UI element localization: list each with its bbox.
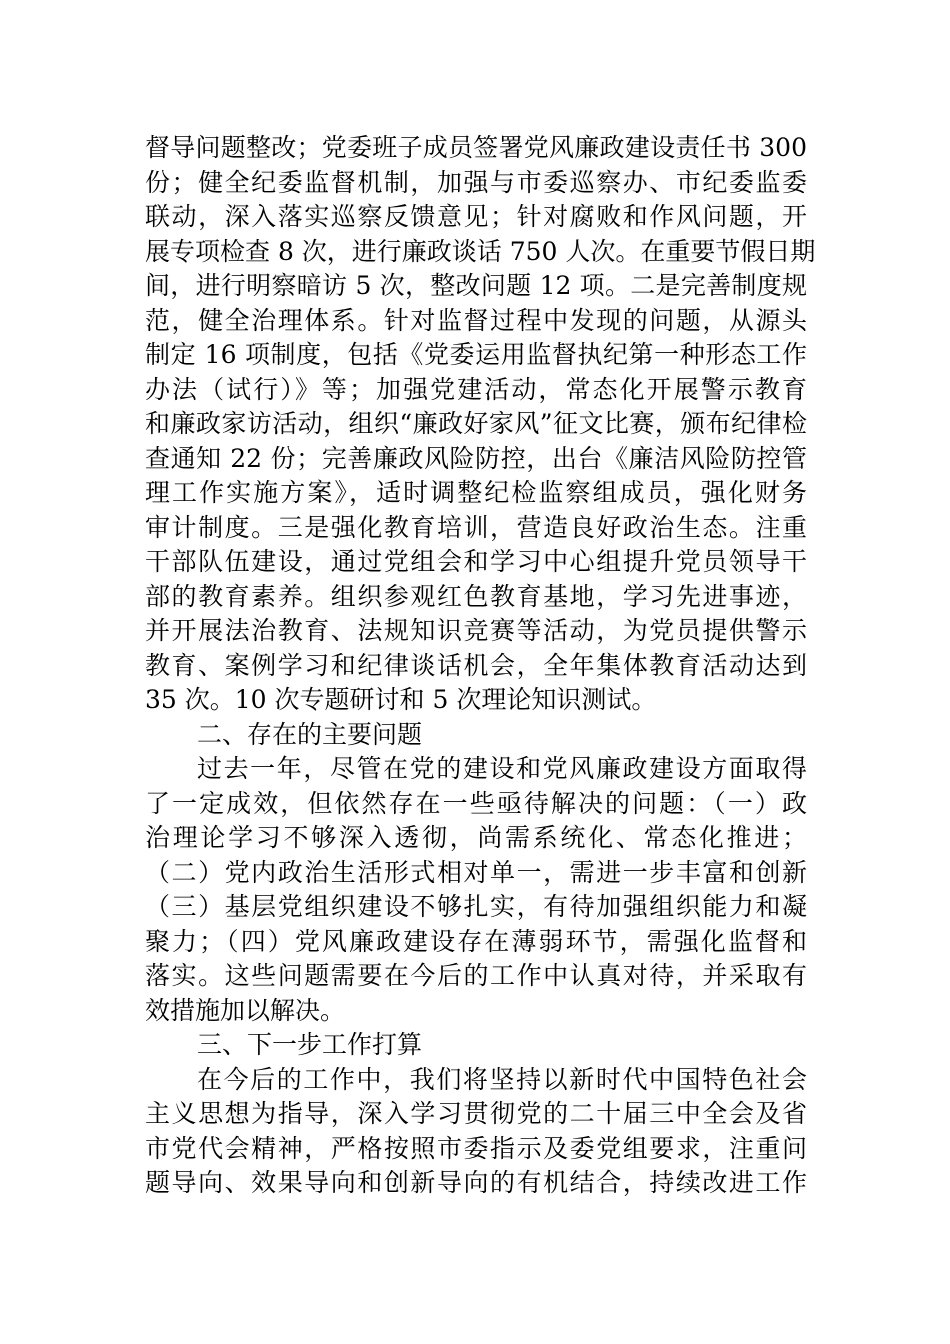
text-line: 主义思想为指导，深入学习贯彻党的二十届三中全会及省 (145, 1099, 807, 1128)
text-line: 并开展法治教育、法规知识竞赛等活动，为党员提供警示 (145, 616, 807, 645)
text-line: 效措施加以解决。 (145, 995, 346, 1025)
text-line: （三）基层党组织建设不够扎实，有待加强组织能力和凝 (145, 892, 807, 921)
paragraph-problems (145, 752, 807, 1028)
section-heading-problems: 二、存在的主要问题 (197, 719, 423, 749)
document-body (145, 131, 816, 1201)
paragraph-next-steps (145, 1063, 807, 1201)
text-line: 和廉政家访活动，组织“廉政好家风”征文比赛，颁布纪律检 (145, 409, 807, 438)
text-line: 市党代会精神，严格按照市委指示及委党组要求，注重问 (145, 1133, 807, 1163)
text-line: 督导问题整改；党委班子成员签署党风廉政建设责任书 300 (145, 133, 807, 162)
text-line: 间，进行明察暗访 5 次，整改问题 12 项。二是完善制度规 (145, 271, 807, 300)
section-heading-next-steps: 三、下一步工作打算 (197, 1030, 423, 1059)
text-line: 部的教育素养。组织参观红色教育基地，学习先进事迹， (145, 581, 807, 611)
text-line: 35 次。10 次专题研讨和 5 次理论知识测试。 (145, 685, 657, 714)
text-line: 题导向、效果导向和创新导向的有机结合，持续改进工作 (145, 1168, 807, 1197)
text-line: 制定 16 项制度，包括《党委运用监督执纪第一种形态工作 (145, 340, 807, 369)
text-line: 审计制度。三是强化教育培训，营造良好政治生态。注重 (145, 512, 807, 542)
text-line: 在今后的工作中，我们将坚持以新时代中国特色社会 (197, 1064, 807, 1094)
text-line: 展专项检查 8 次，进行廉政谈话 750 人次。在重要节假日期 (145, 236, 816, 266)
text-line: 落实。这些问题需要在今后的工作中认真对待，并采取有 (145, 961, 807, 990)
text-line: 了一定成效，但依然存在一些亟待解决的问题：（一）政 (145, 788, 807, 818)
text-line: 过去一年，尽管在党的建设和党风廉政建设方面取得 (197, 754, 807, 783)
text-line: 范，健全治理体系。针对监督过程中发现的问题，从源头 (145, 305, 807, 335)
text-line: 治理论学习不够深入透彻，尚需系统化、常态化推进； (145, 823, 807, 852)
text-line: 干部队伍建设，通过党组会和学习中心组提升党员领导干 (145, 547, 807, 576)
text-line: 教育、案例学习和纪律谈话机会，全年集体教育活动达到 (145, 650, 807, 680)
text-line: 联动，深入落实巡察反馈意见；针对腐败和作风问题，开 (145, 202, 807, 231)
text-line: 办法（试行）》等；加强党建活动，常态化开展警示教育 (145, 374, 807, 404)
paragraph-section1-continuation (145, 131, 816, 718)
text-line: （二）党内政治生活形式相对单一，需进一步丰富和创新 (145, 857, 807, 887)
text-line: 份；健全纪委监督机制，加强与市委巡察办、市纪委监委 (145, 167, 807, 197)
text-line: 聚力；（四）党风廉政建设存在薄弱环节，需强化监督和 (145, 926, 807, 956)
text-line: 查通知 22 份；完善廉政风险防控，出台《廉洁风险防控管 (145, 443, 807, 473)
text-line: 理工作实施方案》，适时调整纪检监察组成员，强化财务 (145, 478, 807, 507)
